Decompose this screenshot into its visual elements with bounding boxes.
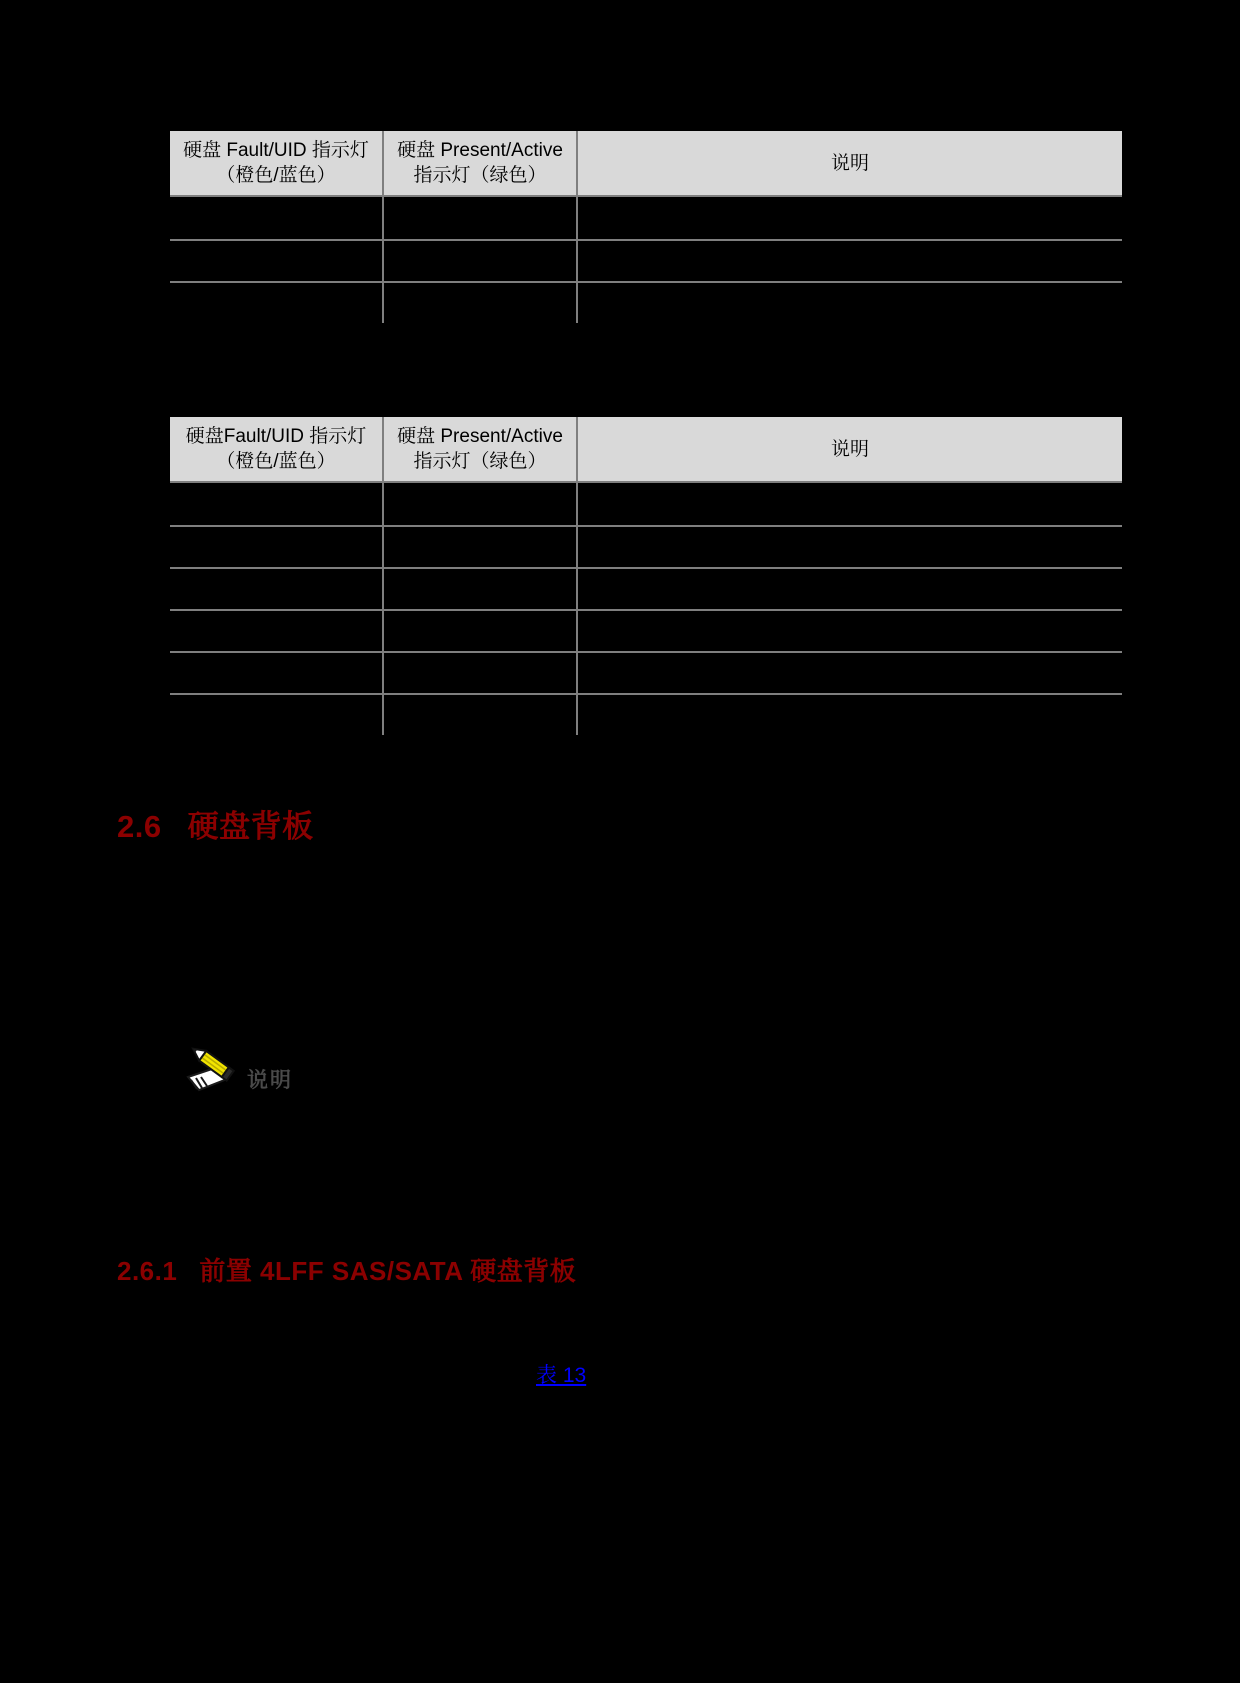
table-header-cell-description <box>578 417 1122 483</box>
table-cell <box>170 695 384 735</box>
table-header-cell-present-active <box>384 131 578 197</box>
header-line: 硬盘 Present/Active <box>397 426 563 447</box>
table-13-link[interactable]: 表 13 <box>536 1364 587 1387</box>
table-cell <box>384 283 578 323</box>
header-line: 硬盘Fault/UID 指示灯 <box>185 426 367 447</box>
header-line: 说明 <box>830 438 869 460</box>
table-cell <box>384 653 578 693</box>
table-cell <box>384 569 578 609</box>
header-line: （橙色/蓝色） <box>216 451 336 472</box>
section-heading-2-6-1 <box>117 1251 576 1288</box>
table-header-row <box>170 417 1122 483</box>
table-cell <box>384 241 578 281</box>
table-cell <box>170 241 384 281</box>
table-cell <box>578 197 1122 239</box>
table-cell <box>170 197 384 239</box>
table-row <box>170 197 1122 239</box>
section-number: 2.6 <box>117 809 162 844</box>
table-row <box>170 483 1122 525</box>
table-cell <box>170 527 384 567</box>
table-cell <box>578 569 1122 609</box>
table-cell <box>578 241 1122 281</box>
note-callout <box>184 1046 293 1097</box>
table-cell <box>578 695 1122 735</box>
header-line: 指示灯（绿色） <box>413 165 547 186</box>
table-cell <box>170 283 384 323</box>
table-header-cell-present-active <box>384 417 578 483</box>
table-cell <box>170 569 384 609</box>
table-cell <box>578 611 1122 651</box>
header-line: 说明 <box>830 152 869 174</box>
table-row <box>170 693 1122 735</box>
table-row <box>170 609 1122 651</box>
table-cell <box>170 611 384 651</box>
table-cell <box>578 483 1122 525</box>
table-header-cell-fault-uid <box>170 131 384 197</box>
table-cell <box>170 483 384 525</box>
table-cell <box>384 483 578 525</box>
section-title: 前置 4LFF SAS/SATA 硬盘背板 <box>199 1256 577 1286</box>
table-cell <box>384 527 578 567</box>
table-cell <box>384 197 578 239</box>
section-heading-2-6 <box>117 801 314 846</box>
table-cell <box>578 527 1122 567</box>
table-cell <box>170 653 384 693</box>
table-row <box>170 239 1122 281</box>
drive-led-table-2 <box>170 417 1122 735</box>
table-header-cell-fault-uid <box>170 417 384 483</box>
table-header-cell-description <box>578 131 1122 197</box>
table-cell <box>384 695 578 735</box>
table-cell <box>384 611 578 651</box>
table-header-row <box>170 131 1122 197</box>
note-label: 说明 <box>247 1069 293 1092</box>
section-number: 2.6.1 <box>117 1256 178 1286</box>
table-row <box>170 651 1122 693</box>
header-line: 指示灯（绿色） <box>413 451 547 472</box>
note-pencil-icon <box>184 1046 240 1097</box>
drive-led-table-1 <box>170 131 1122 323</box>
section-title: 硬盘背板 <box>187 809 314 844</box>
table-row <box>170 567 1122 609</box>
header-line: 硬盘 Fault/UID 指示灯 <box>183 140 369 161</box>
table-row <box>170 525 1122 567</box>
table-row <box>170 281 1122 323</box>
table-cell <box>578 653 1122 693</box>
table-cell <box>578 283 1122 323</box>
header-line: （橙色/蓝色） <box>216 165 336 186</box>
header-line: 硬盘 Present/Active <box>397 140 563 161</box>
